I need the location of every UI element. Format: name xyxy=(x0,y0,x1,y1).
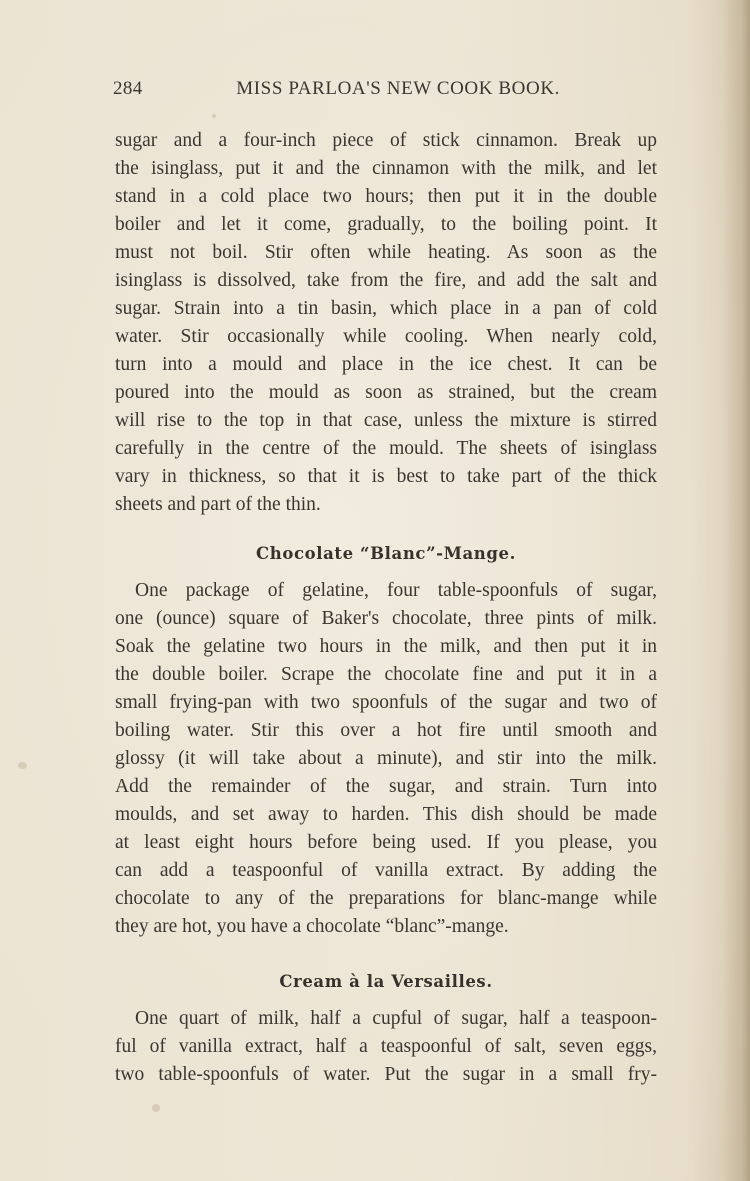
recipe-heading-cream-a-la-versailles: Cream à la Versailles. xyxy=(279,972,493,991)
text-line: boiling water. Stir this over a hot fire until smooth and xyxy=(115,720,657,741)
text-line: stand in a cold place two hours; then put it in the double xyxy=(115,186,657,207)
text-line: Add the remainder of the sugar, and strain. Turn into xyxy=(115,776,657,797)
running-title: MISS PARLOA'S NEW COOK BOOK. xyxy=(236,78,560,99)
text-line: sheets and part of the thin. xyxy=(115,494,321,515)
text-line: glossy (it will take about a minute), and stir into the milk. xyxy=(115,748,657,769)
text-line: at least eight hours before being used. If you please, you xyxy=(115,832,657,853)
page-edge-shadow xyxy=(722,0,750,1181)
text-line: two table-spoonfuls of water. Put the sugar in a small fry- xyxy=(115,1064,657,1085)
running-header xyxy=(113,74,560,104)
text-line: must not boil. Stir often while heating. As soon as the xyxy=(115,242,657,263)
text-line: they are hot, you have a chocolate “blanc”-mange. xyxy=(115,916,509,937)
text-line: the double boiler. Scrape the chocolate fine and put it in a xyxy=(115,664,657,685)
text-line: One quart of milk, half a cupful of sugar, half a teaspoon- xyxy=(135,1008,657,1029)
text-line: ful of vanilla extract, half a teaspoonful of salt, seven eggs, xyxy=(115,1036,657,1057)
page-number: 284 xyxy=(113,78,143,99)
text-line: poured into the mould as soon as strained, but the cream xyxy=(115,382,657,403)
paper-stain xyxy=(152,1104,160,1112)
text-line: one (ounce) square of Baker's chocolate, three pints of milk. xyxy=(115,608,657,629)
paragraph-continuation xyxy=(115,127,657,519)
text-line: One package of gelatine, four table-spoonfuls of sugar, xyxy=(135,580,657,601)
text-line: carefully in the centre of the mould. The sheets of isinglass xyxy=(115,438,657,459)
paper-stain xyxy=(18,762,27,769)
text-line: moulds, and set away to harden. This dish should be made xyxy=(115,804,657,825)
text-line: sugar and a four-inch piece of stick cinnamon. Break up xyxy=(115,130,657,151)
text-line: will rise to the top in that case, unless the mixture is stirred xyxy=(115,410,657,431)
text-line: small frying-pan with two spoonfuls of the sugar and two of xyxy=(115,692,657,713)
text-line: boiler and let it come, gradually, to the boiling point. It xyxy=(115,214,657,235)
text-line: Soak the gelatine two hours in the milk, and then put it in xyxy=(115,636,657,657)
recipe-body-cream-a-la-versailles xyxy=(115,1005,657,1089)
text-line: water. Stir occasionally while cooling. When nearly cold, xyxy=(115,326,657,347)
paper-stain xyxy=(212,114,216,118)
text-line: the isinglass, put it and the cinnamon with the milk, and let xyxy=(115,158,657,179)
recipe-heading-chocolate-blanc-mange: Chocolate “Blanc”-Mange. xyxy=(256,544,516,563)
recipe-body-chocolate-blanc-mange xyxy=(115,577,657,941)
text-line: vary in thickness, so that it is best to take part of the thick xyxy=(115,466,657,487)
text-line: isinglass is dissolved, take from the fire, and add the salt and xyxy=(115,270,657,291)
text-line: can add a teaspoonful of vanilla extract. By adding the xyxy=(115,860,657,881)
text-line: chocolate to any of the preparations for blanc-mange while xyxy=(115,888,657,909)
text-line: turn into a mould and place in the ice chest. It can be xyxy=(115,354,657,375)
text-line: sugar. Strain into a tin basin, which place in a pan of cold xyxy=(115,298,657,319)
